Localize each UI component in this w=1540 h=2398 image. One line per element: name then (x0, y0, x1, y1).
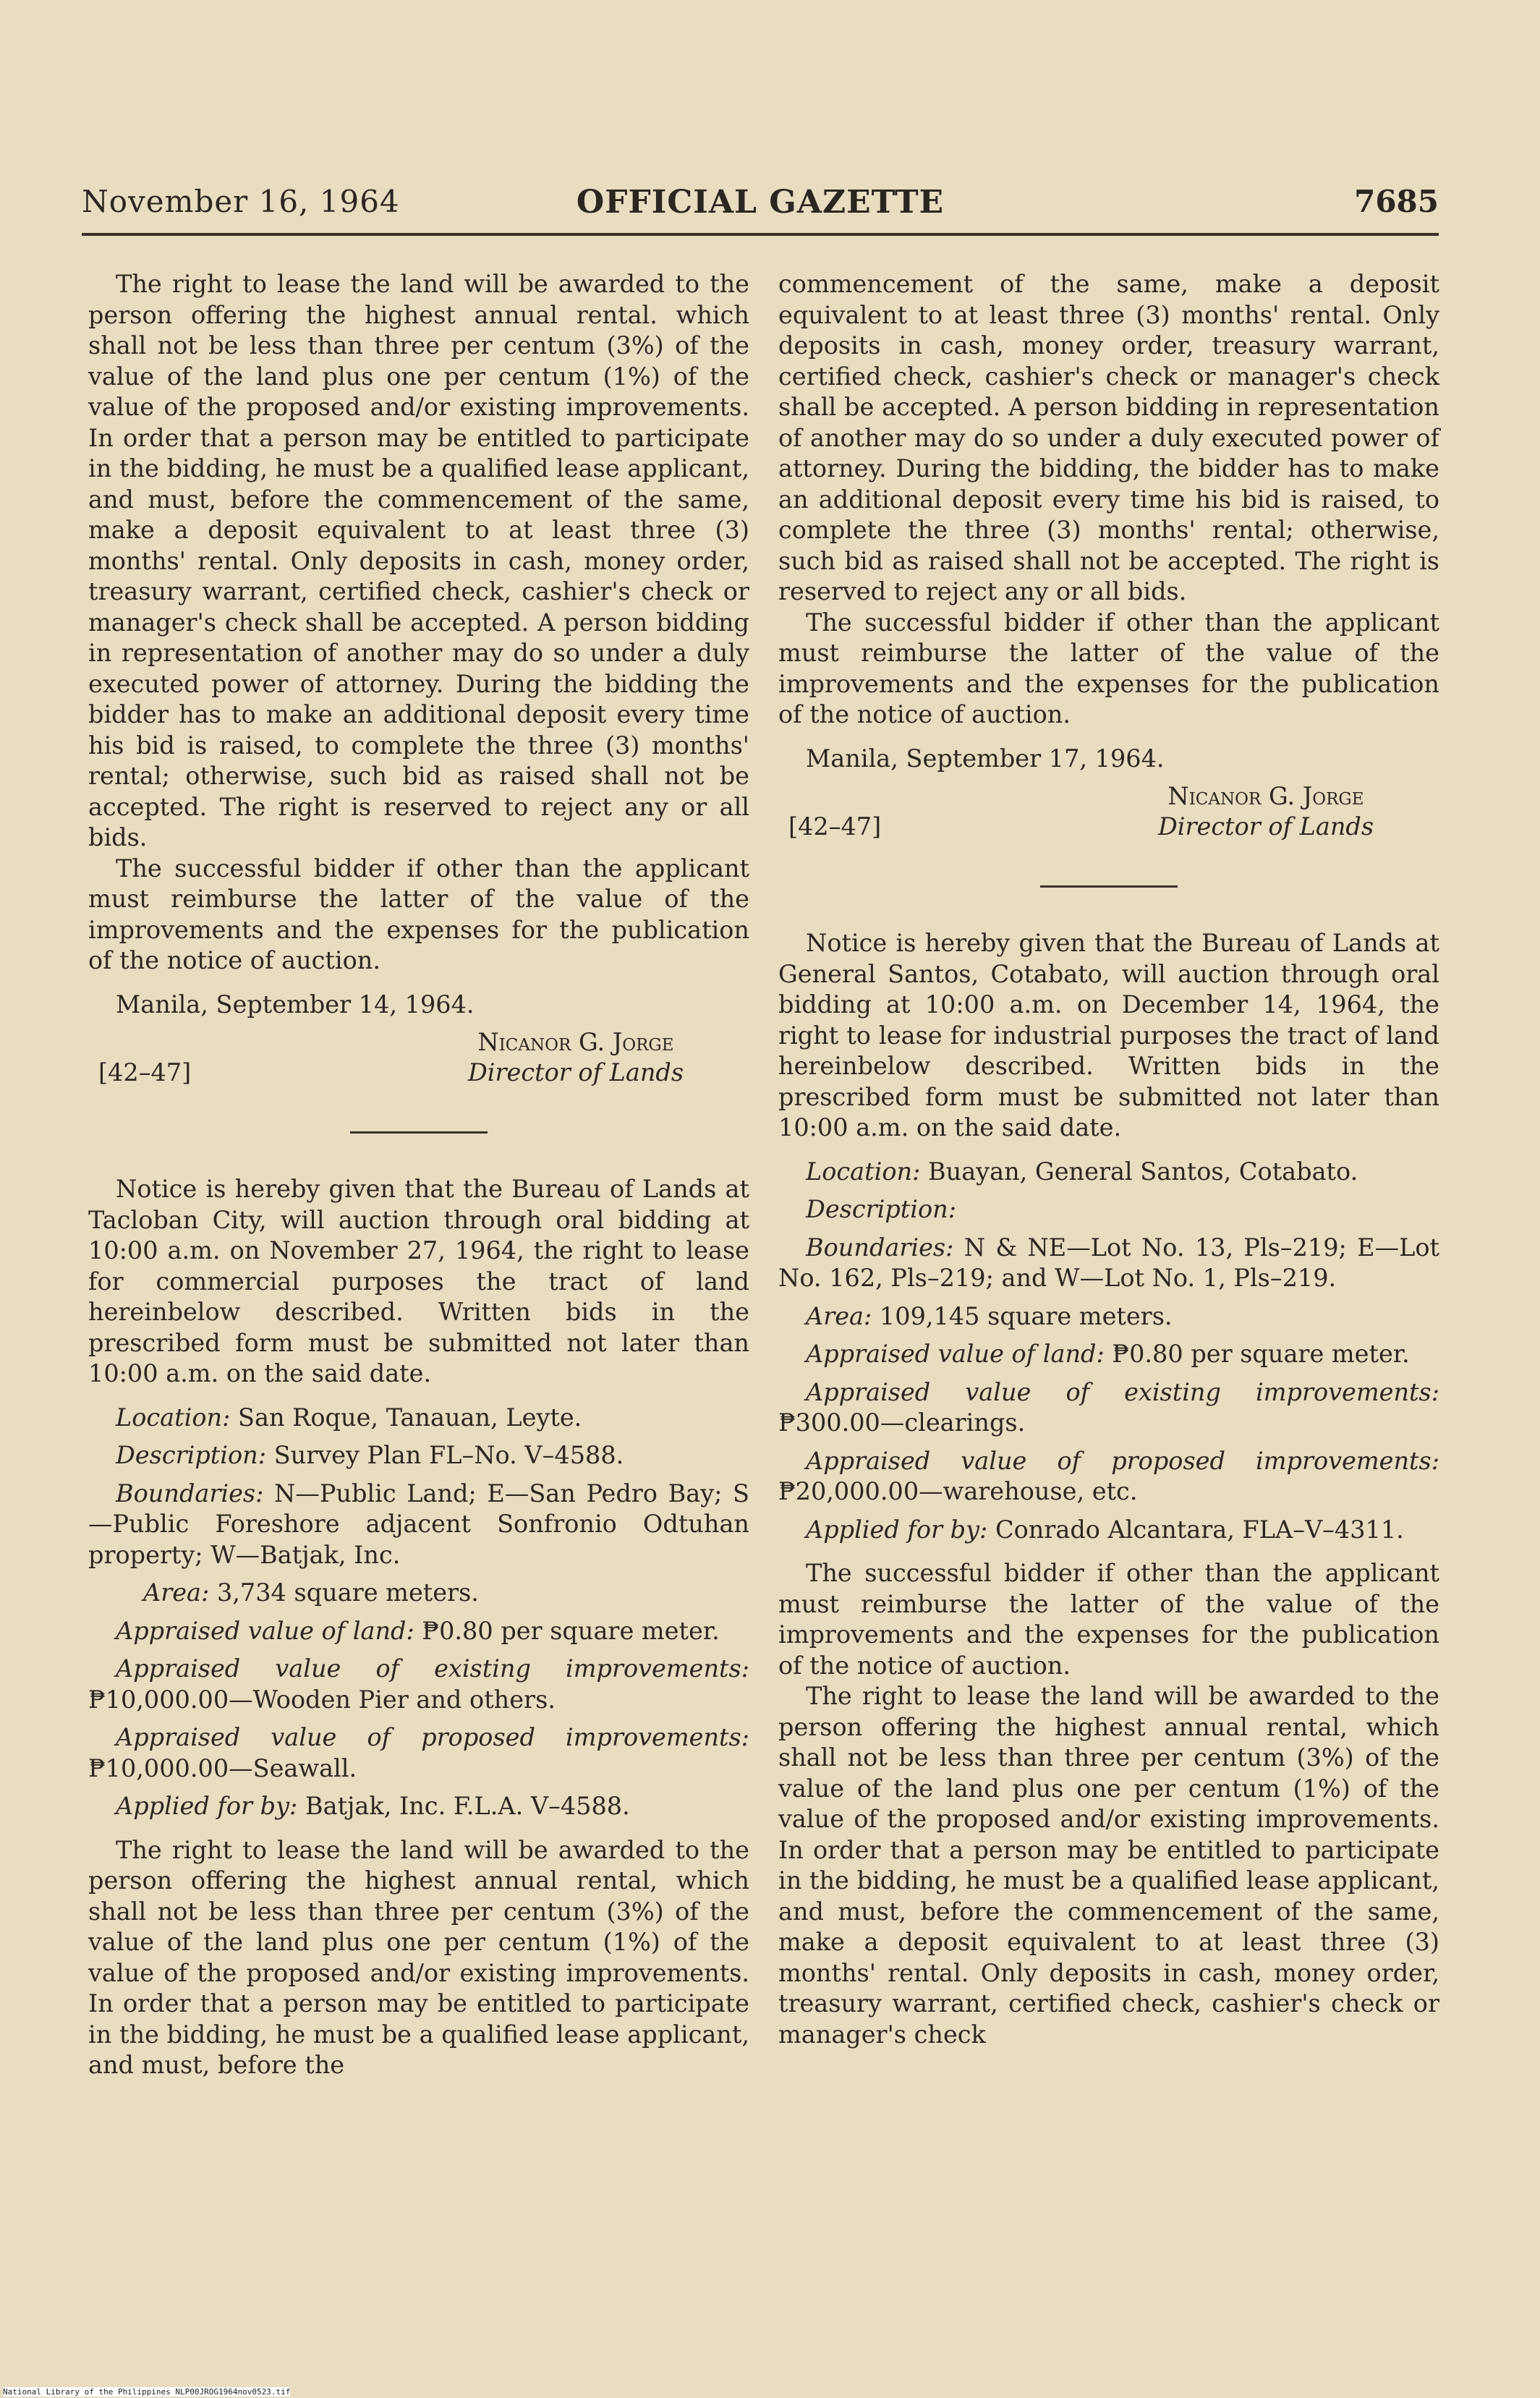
scan-footer: National Library of the Philippines NLP00JROG1964nov0523.tif (3, 2387, 291, 2397)
signatory-title: Director of Lands (467, 1058, 684, 1087)
area-field (778, 1301, 1439, 1332)
field-label: Appraised value of land: (806, 1340, 1105, 1368)
field-label: Description: (116, 1441, 267, 1469)
paragraph: The successful bidder if other than the applicant must reimburse the latter of the value of the improvements and the expenses for the publication of the notice of auction. (778, 1559, 1439, 1680)
issue-reference: [42–47] (788, 812, 882, 841)
field-value: ₱10,000.00—Wooden Pier and others. (88, 1685, 556, 1714)
dateline: Manila, September 14, 1964. (116, 990, 475, 1019)
field-value: N—Public Land; E—San Pedro Bay; S—Public Foreshore adjacent Sonfronio Odtuhan property; W—Batjak, Inc. (88, 1479, 749, 1569)
field-label: Boundaries: (116, 1479, 264, 1508)
existing-improvements-field (88, 1654, 749, 1715)
field-value: 3,734 square meters. (216, 1578, 479, 1607)
field-label: Appraised value of proposed improvements: (806, 1446, 1439, 1475)
paragraph: The successful bidder if other than the applicant must reimburse the latter of the value of the improvements and the expenses for the publication of the notice of auction. (88, 854, 749, 974)
paragraph: The right to lease the land will be awarded to the person offering the highest annual rental, which shall not be less than three per centum (3%) of the value of the land plus one per centum (1%) of the value of the proposed and/or existing improvements. In order that a person may be entitled to participate in the bidding, he must be a qualified lease applicant, and must, before the (88, 1835, 749, 2079)
signature-block (778, 781, 1439, 851)
field-value: Buayan, General Santos, Cotabato. (928, 1157, 1358, 1186)
description-field (88, 1440, 749, 1471)
field-value: Conrado Alcantara, FLA–V–4311. (995, 1515, 1404, 1544)
field-label: Location: (116, 1403, 231, 1432)
boundaries-field (778, 1233, 1439, 1294)
field-value: Batjak, Inc. F.L.A. V–4588. (305, 1792, 630, 1820)
field-value: ₱10,000.00—Seawall. (88, 1753, 357, 1782)
paragraph: The right to lease the land will be awarded to the person offering the highest annual rental, which shall not be less than three per centum (3%) of the value of the land plus one per centum (1%) of the value of the proposed and/or existing improvements. In order that a person may be entitled to participate in the bidding, he must be a qualified lease applicant, and must, before the commencement of the same, make a deposit equivalent to at least three (3) months' rental. Only deposits in cash, money order, treasury warrant, certified check, cashier's check or manager's check (778, 1682, 1439, 2049)
section-divider (350, 1131, 488, 1134)
area-field (88, 1578, 749, 1609)
notice-paragraph: Notice is hereby given that the Bureau of Lands at General Santos, Cotabato, will auction through oral bidding at 10:00 a.m. on December 14, 1964, the right to lease for industrial purposes the tract of land hereinbelow described. Written bids in the prescribed form must be submitted not later than 10:00 a.m. on the said date. (778, 929, 1439, 1141)
land-value-field (88, 1616, 749, 1647)
land-value-field (778, 1339, 1439, 1370)
dateline: Manila, September 17, 1964. (806, 744, 1165, 773)
paragraph: commencement of the same, make a deposit equivalent to at least three (3) months' rental. Only deposits in cash, money order, treasury warrant, certified check, cashier's check or manager's check shall be accepted. A person bidding in representation of another may do so under a duly executed power of attorney. During the bidding, the bidder has to make an additional deposit every time his bid is raised, to complete the three (3) months' rental; otherwise, such bid as raised shall not be accepted. The right is reserved to reject any or all bids. (778, 270, 1439, 605)
applicant-field (88, 1791, 749, 1822)
field-value: 109,145 square meters. (879, 1301, 1173, 1330)
field-value: ₱300.00—clearings. (778, 1408, 1026, 1437)
field-value: San Roque, Tanauan, Leyte. (238, 1403, 582, 1432)
field-value: ₱20,000.00—warehouse, etc. (778, 1477, 1138, 1505)
paragraph: The right to lease the land will be awarded to the person offering the highest annual rental. which shall not be less than three per centum (3%) of the value of the land plus one per centum (1%) of the value of the proposed and/or existing improvements. In order that a person may be entitled to participate in the bidding, he must be a qualified lease applicant, and must, before the commencement of the same, make a deposit equivalent to at least three (3) months' rental. Only deposits in cash, money order, treasury warrant, certified check, cashier's check or manager's check shall be accepted. A person bidding in representation of another may do so under a duly executed power of attorney. During the bidding the bidder has to make an additional deposit every time his bid is raised, to complete the three (3) months' rental; otherwise, such bid as raised shall not be accepted. The right is reserved to reject any or all bids. (88, 270, 749, 851)
field-label: Appraised value of existing improvements: (116, 1654, 749, 1683)
field-label: Applied for by: (806, 1515, 988, 1544)
field-label: Description: (806, 1195, 957, 1223)
section-divider (1040, 885, 1178, 888)
description-field (778, 1194, 1439, 1225)
field-label: Location: (806, 1157, 921, 1186)
signatory-name: Nicanor G. Jorge (1167, 782, 1364, 810)
existing-improvements-field (778, 1377, 1439, 1439)
header-rule (82, 233, 1439, 236)
field-label: Appraised value of existing improvements: (806, 1377, 1439, 1406)
proposed-improvements-field (88, 1722, 749, 1784)
signatory-title: Director of Lands (1157, 812, 1374, 841)
right-column (778, 269, 1439, 2050)
field-label: Appraised value of land: (116, 1616, 414, 1645)
field-label: Area: (143, 1578, 210, 1607)
boundaries-field (88, 1479, 749, 1571)
issue-reference: [42–47] (98, 1058, 192, 1087)
location-field (88, 1403, 749, 1434)
applicant-field (778, 1515, 1439, 1546)
field-label: Area: (806, 1301, 872, 1330)
field-value: N & NE—Lot No. 13, Pls–219; E—Lot No. 162, Pls–219; and W—Lot No. 1, Pls–219. (778, 1233, 1439, 1292)
field-value: Survey Plan FL–No. V–4588. (273, 1441, 624, 1469)
page-number: 7685 (1354, 184, 1439, 219)
proposed-improvements-field (778, 1446, 1439, 1508)
page-header (82, 184, 1439, 227)
field-label: Boundaries: (806, 1233, 954, 1262)
field-value: ₱0.80 per square meter. (1112, 1340, 1410, 1368)
location-field (778, 1157, 1439, 1188)
field-value: ₱0.80 per square meter. (422, 1616, 720, 1645)
left-column (88, 269, 749, 2081)
signatory-name: Nicanor G. Jorge (477, 1028, 674, 1056)
publication-title: OFFICIAL GAZETTE (576, 184, 945, 221)
field-label: Applied for by: (116, 1792, 298, 1820)
notice-paragraph: Notice is hereby given that the Bureau of Lands at Tacloban City, will auction through oral bidding at 10:00 a.m. on November 27, 1964, the right to lease for commercial purposes the tract of land hereinbelow described. Written bids in the prescribed form must be submitted not later than 10:00 a.m. on the said date. (88, 1175, 749, 1387)
paragraph: The successful bidder if other than the applicant must reimburse the latter of the value of the improvements and the expenses for the publication of the notice of auction. (778, 608, 1439, 728)
field-label: Appraised value of proposed improvements: (116, 1723, 749, 1751)
issue-date: November 16, 1964 (82, 184, 400, 219)
signature-block (88, 1027, 749, 1097)
